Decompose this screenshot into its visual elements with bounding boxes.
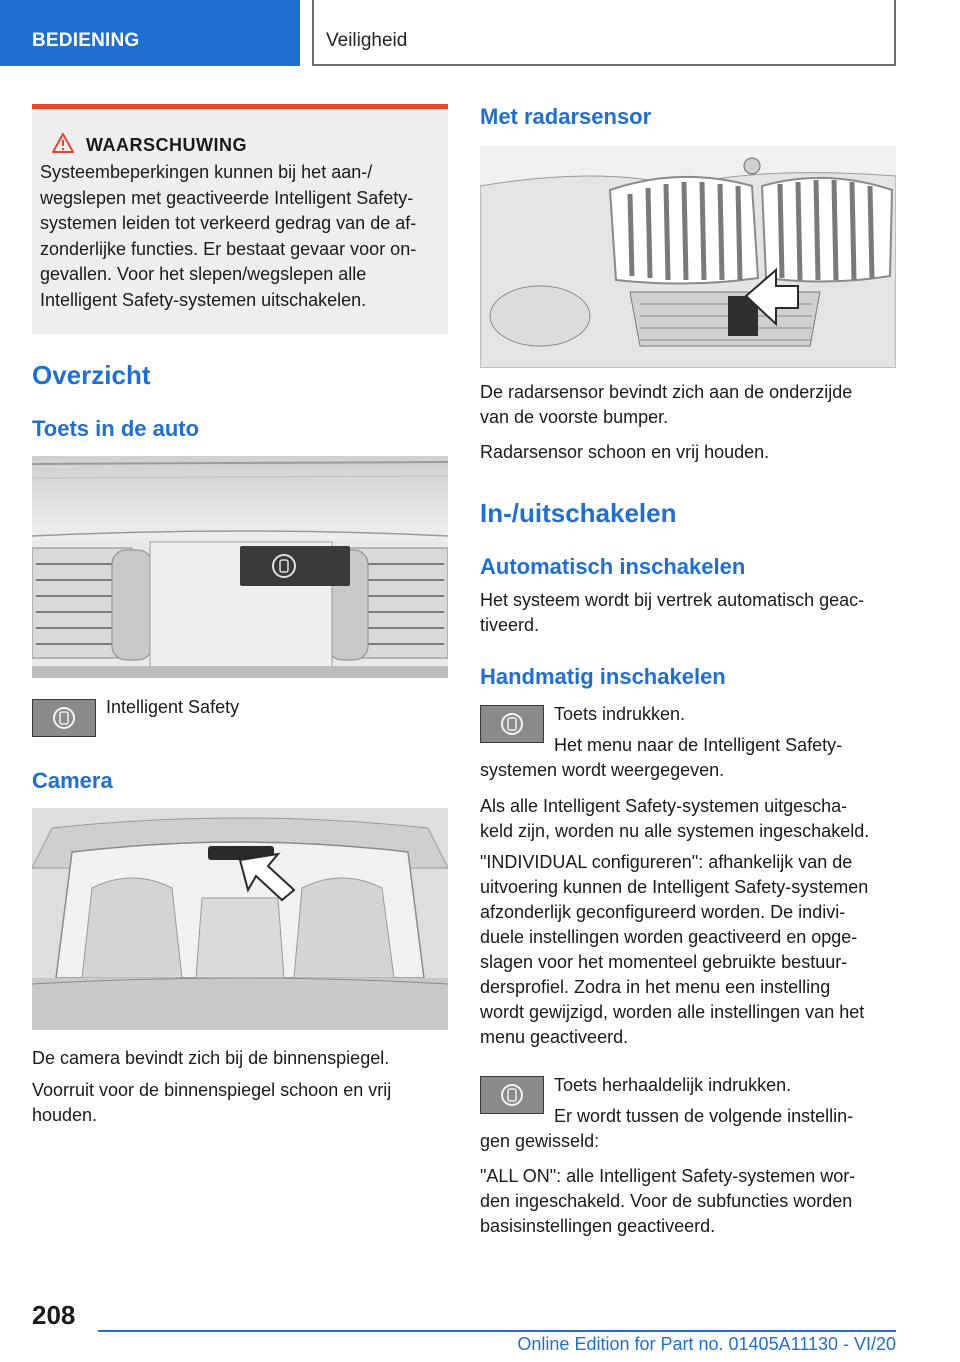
- heading-camera: Camera: [32, 768, 113, 793]
- heading-switching: In-/uitschakelen: [480, 498, 677, 528]
- warning-triangle-icon: [52, 133, 74, 158]
- camera-illustration: [32, 808, 448, 1030]
- heading-radar: Met radarsensor: [480, 104, 652, 129]
- heading-manual-activation: Handmatig inschakelen: [480, 664, 726, 689]
- radar-text: De radarsensor bevindt zich aan de onderzijde van de voorste bumper. Radarsensor schoon en vrij houden.: [480, 382, 853, 462]
- button-caption: Intelligent Safety: [106, 697, 240, 717]
- warning-text: Systeembeperkingen kunnen bij het aan-/ wegslepen met geactiveerde Intelligent Safety- systemen leiden tot verkeerd gedrag van de af- zonderlijke functies. Er bestaat gevaar voor on- gevallen. Voor het slepen/wegslepen alle Intelligent Safety-systemen uitschakelen.: [40, 162, 417, 310]
- chapter-title: Veiligheid: [312, 0, 896, 66]
- intelligent-safety-button-icon: [480, 705, 544, 743]
- intelligent-safety-button-icon: [480, 1076, 544, 1114]
- para2: "INDIVIDUAL configureren": afhankelijk van de uitvoering kunnen de Intelligent Safety-systemen afzonderlijk geconfigureerd worden. De indivi- duele instellingen worden geactiveerd en opge- slagen voor het momenteel gebruikte bestuur- dersprofiel. Zodra in het menu een instelling wordt gewijzigd, worden alle instellingen van het menu geactiveerd.: [480, 852, 869, 1047]
- footer-edition: Online Edition for Part no. 01405A11130 - VI/20: [517, 1334, 896, 1354]
- step1-text: Toets indrukken. Het menu naar de Intelligent Safety-: [554, 704, 843, 755]
- intelligent-safety-button-icon: [32, 699, 96, 737]
- warning-title: WAARSCHUWING: [86, 135, 247, 155]
- camera-text: De camera bevindt zich bij de binnenspiegel. Voorruit voor de binnenspiegel schoon en vrij houden.: [32, 1048, 392, 1125]
- warning-box: [32, 104, 448, 334]
- radar-illustration: [480, 146, 896, 368]
- heading-button-in-car: Toets in de auto: [32, 416, 200, 441]
- step2-continuation: gen gewisseld:: [480, 1131, 600, 1151]
- heading-overview: Overzicht: [32, 360, 151, 390]
- para3: "ALL ON": alle Intelligent Safety-systemen wor- den ingeschakeld. Voor de subfuncties worden basisinstellingen geactiveerd.: [480, 1166, 856, 1236]
- section-tab[interactable]: BEDIENING: [0, 0, 300, 66]
- footer-rule: [98, 1330, 896, 1332]
- para1: Als alle Intelligent Safety-systemen uitgescha- keld zijn, worden nu alle systemen ingeschakeld.: [480, 796, 870, 841]
- page-number: 208: [32, 1300, 76, 1330]
- auto-text: Het systeem wordt bij vertrek automatisch geac- tiveerd.: [480, 590, 865, 635]
- heading-auto-activation: Automatisch inschakelen: [480, 554, 746, 579]
- step2-text: Toets herhaaldelijk indrukken. Er wordt tussen de volgende instellin-: [554, 1075, 854, 1126]
- step1-continuation: systemen wordt weergegeven.: [480, 760, 725, 780]
- dashboard-illustration: [32, 456, 448, 678]
